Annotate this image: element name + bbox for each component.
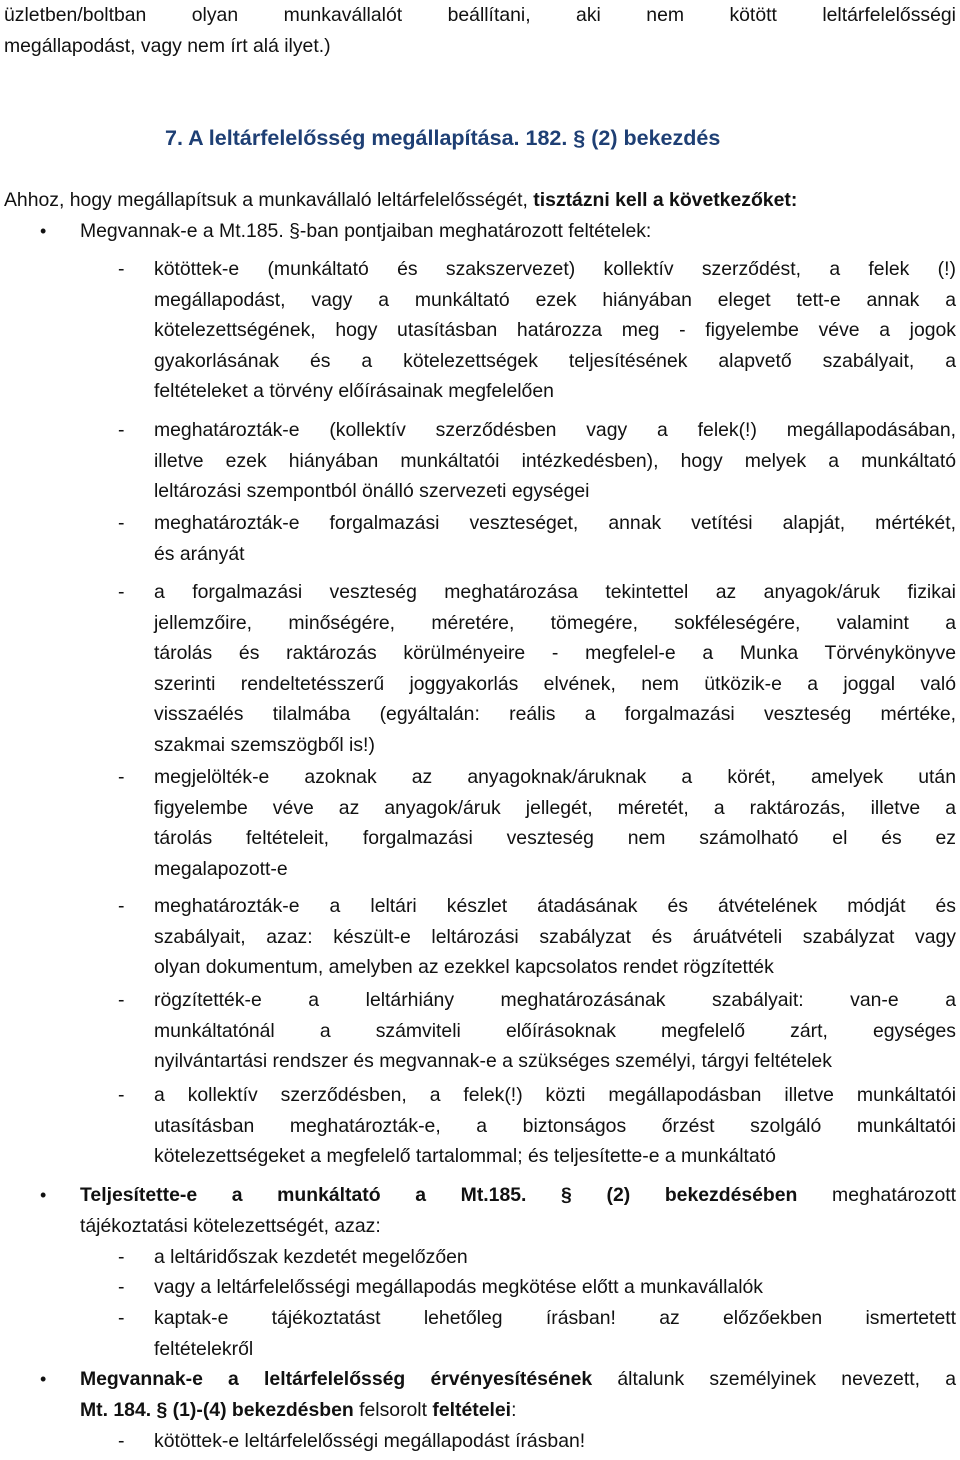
bullet-text: általunk személyinek nevezett, a [592,1368,956,1390]
bullet-text: Megvannak-e a Mt.185. §-ban pontjaiban meghatározott feltételek: [80,220,652,242]
list-item [118,577,956,761]
list-item-line: visszaélés tilalmába (egyáltalán: reális a forgalmazási veszteség mértéke, [154,703,956,726]
bullet-line: tájékoztatási kötelezettségét, azaz: [80,1214,381,1237]
list-item-line: tárolás és raktározás körülményeire - megfelel-e a Munka Törvénykönyve [154,642,956,665]
list-item-line: olyan dokumentum, amelyben az ezekkel kapcsolatos rendet rögzítették [154,956,774,979]
bullet-bold-text: Teljesítette-e a munkáltató a Mt.185. § (2) bekezdésében [80,1184,798,1206]
dash-marker: - [118,1430,125,1452]
list-item [118,985,956,1077]
section-heading: 7. A leltárfelelősség megállapítása. 182. § (2) bekezdés [165,126,721,150]
list-item-line: meghatározták-e (kollektív szerződésben vagy a felek(!) megállapodásában, [154,419,956,441]
list-item-line: figyelembe véve az anyagok/áruk jellegét, méretét, a raktározás, illetve a [154,796,956,819]
dash-marker: - [118,1084,125,1106]
lead-text: Ahhoz, hogy megállapítsuk a munkavállaló leltárfelelősségét, [4,189,534,211]
list-item [118,508,956,569]
lead-bold-text: tisztázni kell a következőket: [533,189,798,211]
intro-line: megállapodást, vagy nem írt alá ilyet.) [4,34,331,57]
bullet-icon: • [40,1369,47,1389]
bullet-bold-text: Mt. 184. § (1)-(4) bekezdésben [80,1398,354,1421]
list-item-line: megjelölték-e azoknak az anyagoknak/áruknak a körét, amelyek után [154,766,956,788]
bullet-text: meghatározott [797,1184,957,1206]
list-item-line: a forgalmazási veszteség meghatározása tekintettel az anyagok/áruk fizikai [154,581,956,603]
list-item-line: szerinti rendeltetésszerű joggyakorlás elvének, nem ütközik-e a joggal való [154,672,956,695]
dash-marker: - [118,1276,125,1298]
list-item-line: utasításban meghatározták-e, a biztonságos őrzést szolgáló munkáltatói [154,1114,956,1137]
list-item-line: szakmai szemszögből is!) [154,733,375,756]
list-item-line: leltározási szempontból önálló szervezeti egységei [154,480,590,503]
list-item [118,1242,956,1273]
intro-line: üzletben/boltban olyan munkavállalót beállítani, aki nem kötött leltárfelelősségi [4,4,956,26]
list-item-line: vagy a leltárfelelősségi megállapodás megkötése előtt a munkavállalók [154,1276,763,1298]
list-item [118,1080,956,1172]
list-item-line: jellemzőire, minőségére, méretére, tömegére, sokféleségére, valamint a [154,611,956,634]
list-item-line: munkáltatónál a számviteli előírásoknak megfelelő zárt, egységes [154,1019,956,1042]
dash-marker: - [118,895,125,917]
bullet-line [80,1180,956,1211]
dash-marker: - [118,1307,125,1329]
list-item-line: tárolás feltételeit, forgalmazási veszteség nem számolható el és ez [154,827,956,850]
list-item-line: nyilvántartási rendszer és megvannak-e a szükséges személyi, tárgyi feltételek [154,1050,832,1073]
bullet-text: felsorolt [353,1398,433,1421]
intro-paragraph [4,0,956,61]
bullet-item-information [80,1180,956,1241]
list-item [118,254,956,407]
list-item [118,762,956,884]
list-item-line: kötelezettségének, hogy utasításban határozza meg - figyelembe véve a jogok [154,319,956,342]
bullet-bold-text: feltételei [432,1398,512,1421]
list-item-line: megállapodást, vagy a munkáltató ezek hiányában eleget tett-e annak a [154,288,956,311]
list-item [118,1272,956,1303]
dash-marker: - [118,1246,125,1268]
list-item-line: kötöttek-e (munkáltató és szakszervezet) kollektív szerződést, a felek (!) [154,258,956,280]
list-item [118,1303,956,1364]
dash-marker: - [118,419,125,441]
dash-marker: - [118,512,125,534]
list-item-line: a kollektív szerződésben, a felek(!) közti megállapodásban illetve munkáltatói [154,1084,956,1106]
list-item-line: feltételekről [154,1337,254,1360]
list-item-line: a leltáridőszak kezdetét megelőzően [154,1246,468,1268]
dash-marker: - [118,989,125,1011]
list-item-line: kötöttek-e leltárfelelősségi megállapodást írásban! [154,1430,586,1452]
dash-marker: - [118,581,125,603]
list-item [118,1426,956,1457]
bullet-line [80,1395,956,1426]
lead-paragraph [4,185,956,216]
bullet-icon: • [40,221,47,241]
list-item-line: meghatározták-e forgalmazási veszteséget, annak vetítési alapját, mértékét, [154,512,956,534]
list-item-line: feltételeket a törvény előírásainak megfelelően [154,380,554,403]
list-item-line: gyakorlásának és a kötelezettségek teljesítésének alapvető szabályait, a [154,349,956,372]
dash-marker: - [118,766,125,788]
list-item-line: illetve ezek hiányában munkáltatói intézkedésben), hogy melyek a munkáltató [154,449,956,472]
dash-marker: - [118,258,125,280]
list-item-line: és arányát [154,542,245,565]
bullet-line [80,1364,956,1395]
list-item [118,891,956,983]
bullet-text: : [511,1398,517,1421]
list-item-line: megalapozott-e [154,857,288,880]
list-item [118,415,956,507]
list-item-line: szabályait, azaz: készült-e leltározási szabályzat és áruátvételi szabályzat vagy [154,925,956,948]
bullet-icon: • [40,1185,47,1205]
list-item-line: rögzítették-e a leltárhiány meghatározásának szabályait: van-e a [154,989,956,1011]
bullet-bold-text: Megvannak-e a leltárfelelősség érvényesítésének [80,1368,593,1390]
list-item-line: meghatározták-e a leltári készlet átadásának és átvételének módját és [154,895,956,917]
list-item-line: kötelezettségeket a megfelelő tartalommal; és teljesítette-e a munkáltató [154,1145,776,1168]
list-item-line: kaptak-e tájékoztatást lehetőleg írásban! az előzőekben ismertetett [154,1307,956,1329]
bullet-item-enforcement [80,1364,956,1425]
